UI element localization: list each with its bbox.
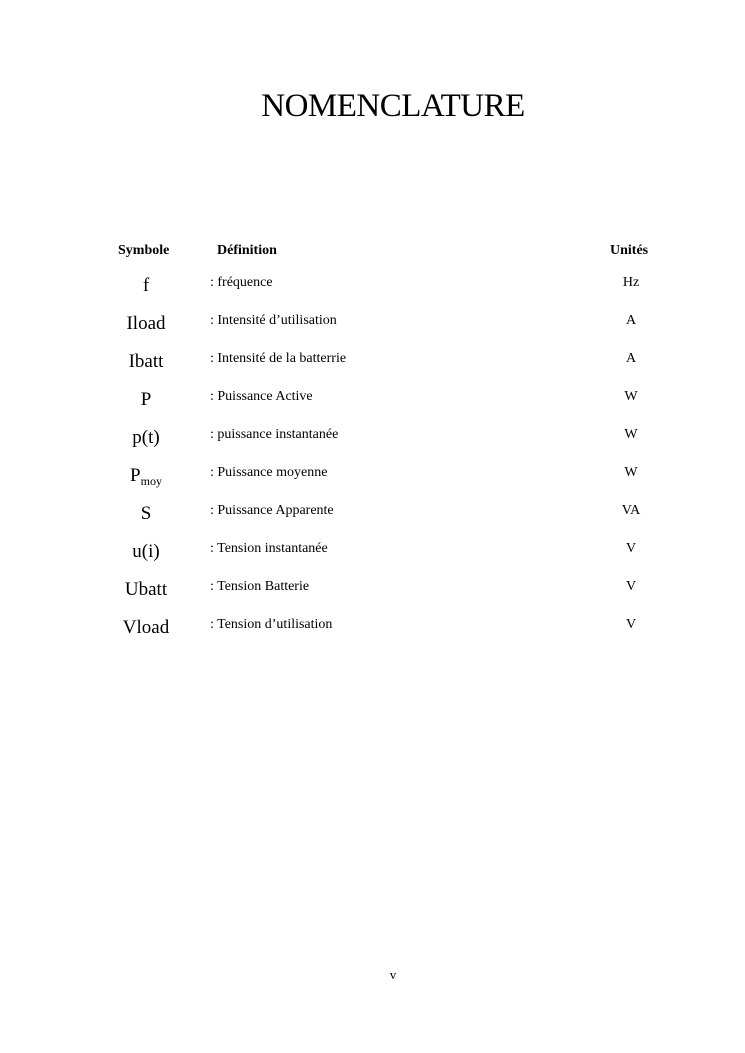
symbol-cell: p(t): [132, 427, 160, 448]
unit-cell: W: [624, 465, 638, 480]
symbol-cell: Ubatt: [124, 579, 168, 600]
symbol-cell: P: [140, 389, 152, 410]
definition-cell: : Puissance moyenne: [210, 465, 328, 480]
definition-cell: : Tension instantanée: [210, 541, 328, 556]
unit-cell: A: [625, 351, 637, 366]
table-row: [0, 420, 745, 458]
definition-cell: : Intensité d’utilisation: [210, 313, 337, 328]
symbol-cell: Vload: [122, 617, 170, 638]
symbol-cell: u(i): [132, 541, 160, 562]
table-row: [0, 268, 745, 306]
column-header-unites: Unités: [610, 243, 649, 258]
definition-cell: : puissance instantanée: [210, 427, 339, 442]
symbol-main: P: [130, 465, 141, 486]
unit-cell: Hz: [622, 275, 640, 290]
symbol-cell: S: [140, 503, 152, 524]
table-row: [0, 344, 745, 382]
symbol-cell: f: [142, 275, 150, 296]
definition-cell: : Intensité de la batterrie: [210, 351, 347, 366]
definition-cell: : Puissance Active: [210, 389, 313, 404]
table-row: [0, 610, 745, 648]
unit-cell: V: [625, 617, 637, 632]
table-row: [0, 382, 745, 420]
definition-cell: : Puissance Apparente: [210, 503, 334, 518]
symbol-cell: Iload: [126, 313, 166, 334]
symbol-subscript: moy: [140, 474, 162, 488]
column-header-definition: Définition: [217, 243, 277, 258]
table-row: [0, 496, 745, 534]
table-row: [0, 306, 745, 344]
page-title: NOMENCLATURE: [261, 88, 525, 124]
column-header-symbole: Symbole: [118, 243, 170, 258]
unit-cell: W: [624, 389, 638, 404]
table-row: [0, 572, 745, 610]
symbol-cell: Ibatt: [128, 351, 164, 372]
unit-cell: VA: [621, 503, 641, 518]
table-row: [0, 534, 745, 572]
definition-cell: : fréquence: [210, 275, 273, 290]
page-number: v: [389, 967, 397, 982]
table-row: [0, 458, 745, 496]
unit-cell: V: [625, 579, 637, 594]
unit-cell: V: [625, 541, 637, 556]
nomenclature-table: [0, 268, 745, 648]
definition-cell: : Tension d’utilisation: [210, 617, 333, 632]
symbol-cell: [106, 464, 186, 489]
unit-cell: A: [625, 313, 637, 328]
definition-cell: : Tension Batterie: [210, 579, 310, 594]
unit-cell: W: [624, 427, 638, 442]
